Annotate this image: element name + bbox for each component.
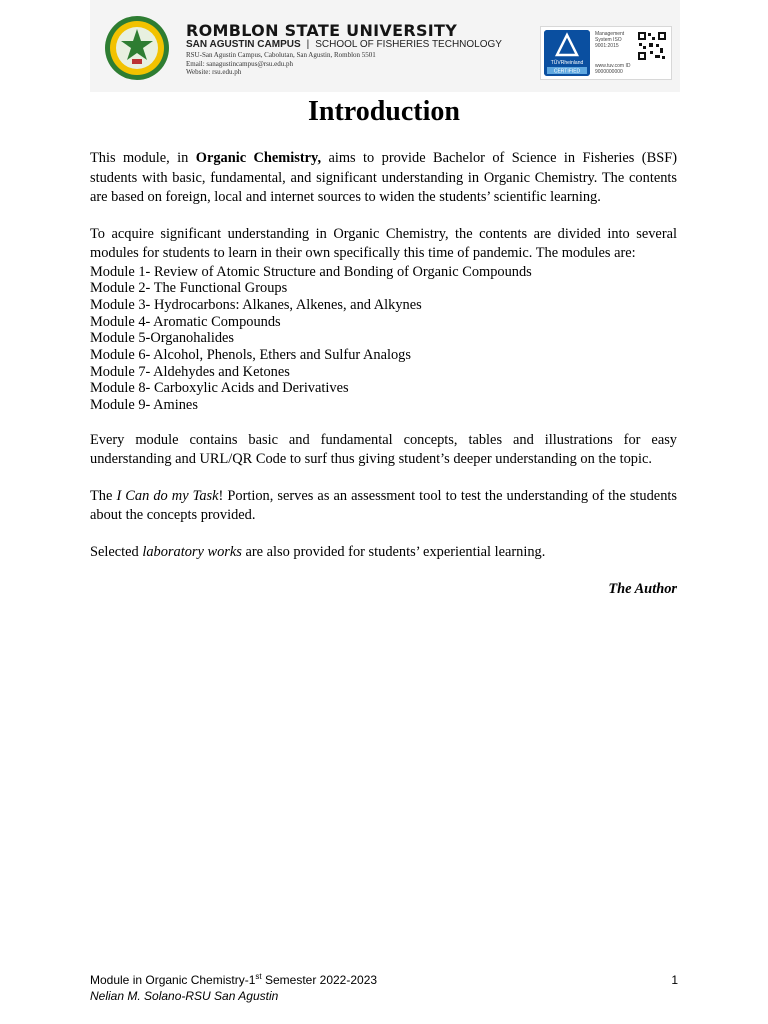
footer-superscript: st xyxy=(255,972,262,981)
campus-name: SAN AGUSTIN CAMPUS xyxy=(186,39,301,50)
page-title: Introduction xyxy=(308,96,460,127)
cert-system-text: Management System ISO 9001:2015 xyxy=(595,31,625,49)
p5-text: Selected xyxy=(90,543,143,560)
module-list-item: Module 5-Organohalides xyxy=(90,330,235,347)
module-list-item: Module 3- Hydrocarbons: Alkanes, Alkenes, and Alkynes xyxy=(90,296,422,313)
footer-module-line xyxy=(90,972,678,988)
paragraph-laboratory xyxy=(90,543,677,563)
paragraph-modules-intro: To acquire significant understanding in Organic Chemistry, the contents are divided into several modules for students to learn in their own specifically this time of pandemic. The modules are: xyxy=(90,225,677,261)
paragraph-assessment xyxy=(90,487,677,526)
address: RSU-San Agustin Campus, Cabolutan, San Agustin, Romblon 5501 xyxy=(186,51,376,59)
paragraph-contents: Every module contains basic and fundamental concepts, tables and illustrations for easy understanding and URL/QR Code to surf thus giving student’s deeper understanding on the topic. xyxy=(90,431,677,468)
qr-code-icon xyxy=(637,31,667,61)
university-seal-logo xyxy=(104,15,170,81)
university-name: ROMBLON STATE UNIVERSITY xyxy=(186,21,458,40)
p1-bold-text: Organic Chemistry, xyxy=(195,150,322,166)
p1-text-cont: aims to provide Bachelor of Science in Fisheries (BSF) students with basic, fundamental, and significant understanding in Organic Chemistry. The contents are based on foreign, local and internet sources to widen the students’ scientific learning. xyxy=(90,150,677,205)
module-list-item: Module 1- Review of Atomic Structure and Bonding of Organic Compounds xyxy=(90,263,532,280)
p1-text: This module, in xyxy=(90,150,196,166)
website: Website: rsu.edu.ph xyxy=(186,68,242,76)
cert-label-text: CERTIFIED xyxy=(553,68,581,75)
cert-brand-text: TÜVRheinland xyxy=(550,60,584,66)
page-footer xyxy=(90,972,678,1004)
campus-school-line xyxy=(186,39,502,51)
p4-text: The xyxy=(90,487,117,504)
letterhead xyxy=(90,0,680,92)
email: Email: sanagustincampus@rsu.edu.ph xyxy=(186,59,293,68)
footer-module-text: Module in Organic Chemistry-1 xyxy=(90,973,256,987)
page-number: 1 xyxy=(671,973,678,987)
school-name: SCHOOL OF FISHERIES TECHNOLOGY xyxy=(315,39,502,50)
module-list-item: Module 4- Aromatic Compounds xyxy=(90,313,281,330)
tuv-certified-logo xyxy=(544,30,590,76)
iso-certification-badge xyxy=(540,26,672,80)
paragraph-intro xyxy=(90,149,677,208)
module-list xyxy=(90,264,677,414)
p4-text-cont: ! Portion, serves as an assessment tool to test the understanding of the students about the concepts provided. xyxy=(90,487,677,524)
module-list-item: Module 6- Alcohol, Phenols, Ethers and Sulfur Analogs xyxy=(90,347,411,364)
footer-author-line: Nelian M. Solano-RSU San Agustin xyxy=(90,989,279,1003)
p4-italic-text: I Can do my Task xyxy=(116,487,219,504)
footer-semester-text: Semester 2022-2023 xyxy=(261,973,378,987)
p5-italic-text: laboratory works xyxy=(142,543,242,560)
university-info xyxy=(186,22,502,77)
module-list-item: Module 9- Amines xyxy=(90,397,198,414)
module-list-item: Module 7- Aldehydes and Ketones xyxy=(90,363,290,380)
document-body xyxy=(90,149,677,600)
separator: | xyxy=(306,39,310,50)
p5-text-cont: are also provided for students’ experiential learning. xyxy=(241,543,546,560)
module-list-item: Module 8- Carboxylic Acids and Derivatives xyxy=(90,380,349,397)
author-signature: The Author xyxy=(608,581,677,598)
cert-url-text: www.tuv.com ID 9000000000 xyxy=(595,63,631,75)
module-list-item: Module 2- The Functional Groups xyxy=(90,280,288,297)
